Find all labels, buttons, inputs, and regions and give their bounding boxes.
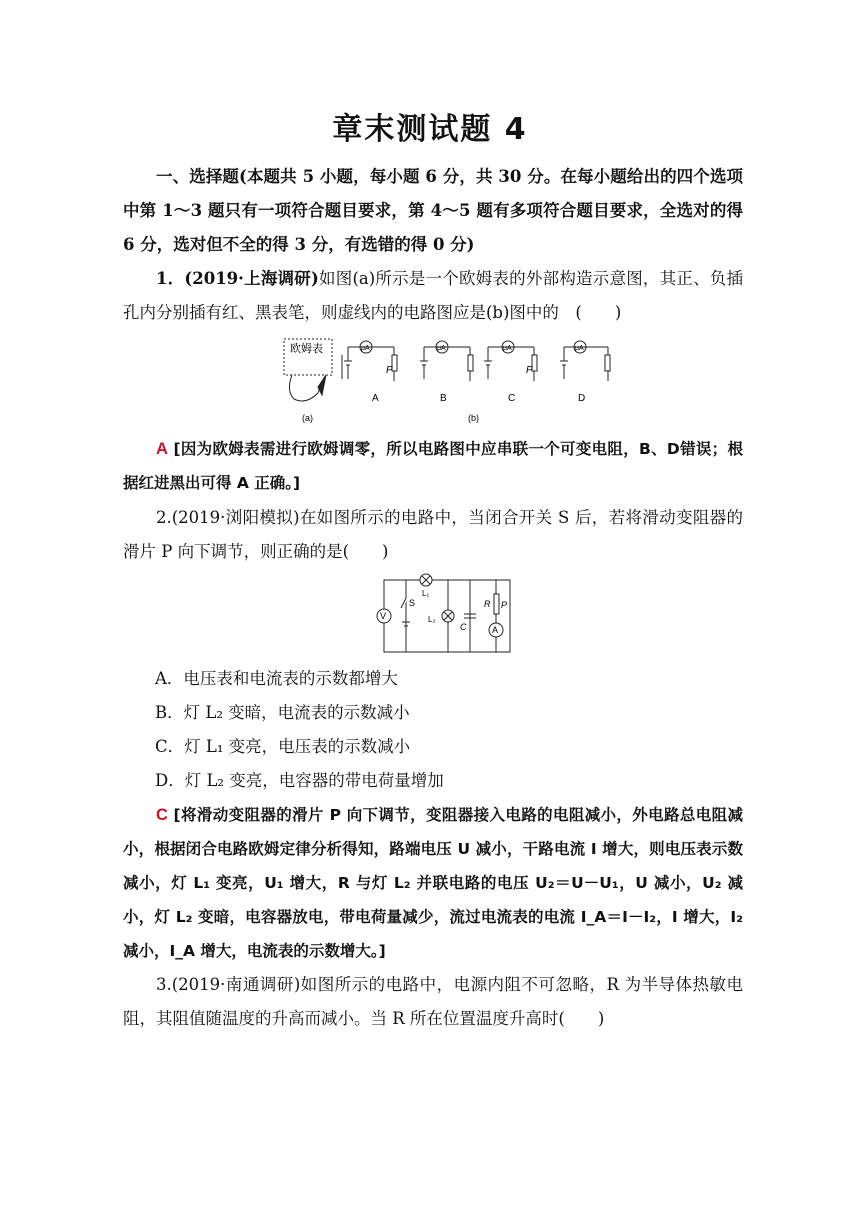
- question-text: 如图(a)所示是一个欧姆表的外部构造示意图，其正、负插孔内分别插有红、黑表笔，则虚线内的电路图应是(b)图中的 ( ): [123, 269, 744, 322]
- ammeter-label: A: [492, 625, 499, 635]
- meter-label-b: μA: [437, 345, 446, 352]
- question-number: 1．: [156, 269, 185, 288]
- question-3: 3.(2019·南通调研)如图所示的电路中，电源内阻不可忽略，R 为半导体热敏电阻，其阻值随温度的升高而减小。当 R 所在位置温度升高时( ): [123, 975, 743, 1028]
- option-c: C．灯 L₁ 变亮，电压表的示数减小: [155, 737, 411, 756]
- switch-label: S: [409, 598, 416, 608]
- slider-label: P: [501, 600, 508, 610]
- slider-label-a: P: [386, 365, 393, 376]
- probe-tip: [318, 375, 326, 395]
- answer-1: [123, 432, 743, 500]
- option-label-c: C: [508, 393, 516, 404]
- test-leads: [289, 375, 322, 401]
- lamp2-label: L₂: [428, 615, 436, 624]
- q1-figure: [282, 335, 622, 427]
- answer-explanation: [将滑动变阻器的滑片 P 向下调节，变阻器接入电路的电阻减小，外电路总电阻减小，根据闭合电路欧姆定律分析得知，路端电压 U 减小，干路电流 I 增大，则电压表示数减小，灯 L₁ 变亮，U₁ 增大，R 与灯 L₂ 并联电路的电压 U₂＝U－U₁，U 减小，U₂ 减小，灯 L₂ 变暗，电容器放电，带电荷量减少，流过电流表的电流 I_A＝I－I₂，I 增大，I₂ 减小，I_A 增大，电流表的示数增大。]: [123, 806, 743, 960]
- option-a: A．电压表和电流表的示数都增大: [155, 669, 398, 688]
- page-title: 章末测试题 4: [332, 112, 528, 147]
- slider-label-c: P: [526, 365, 533, 376]
- question-1: [123, 262, 743, 330]
- resistor-label: R: [484, 599, 491, 609]
- capacitor-label: C: [460, 622, 467, 632]
- option-label-b: B: [440, 393, 447, 404]
- question-source: (2019·上海调研): [184, 269, 319, 288]
- option-d: D．灯 L₂ 变亮，电容器的带电荷量增加: [155, 771, 444, 790]
- option-b: B．灯 L₂ 变暗，电流表的示数减小: [155, 703, 410, 722]
- caption-b: (b): [468, 413, 479, 423]
- question-2: 2.(2019·浏阳模拟)在如图所示的电路中，当闭合开关 S 后，若将滑动变阻器的滑片 P 向下调节，则正确的是( ): [123, 508, 743, 561]
- option-label-d: D: [578, 393, 586, 404]
- resistor-icon: [494, 594, 499, 614]
- section-header: 一、选择题(本题共 5 小题，每小题 6 分，共 30 分。在每小题给出的四个选项中第 1～3 题只有一项符合题目要求，第 4～5 题有多项符合题目要求，全选对的得 6 分，选对但不全的得 3 分，有选错的得 0 分): [123, 167, 743, 254]
- option-label-a: A: [372, 393, 379, 404]
- answer-letter: A: [156, 440, 168, 458]
- meter-label-c: μA: [503, 345, 512, 352]
- lamp1-label: L₁: [422, 589, 430, 598]
- answer-explanation: [因为欧姆表需进行欧姆调零，所以电路图中应串联一个可变电阻，B、D错误；根据红进黑出可得 A 正确。]: [123, 440, 743, 492]
- answer-2: [123, 798, 743, 968]
- q2-figure: [370, 572, 520, 658]
- ohmmeter-label: 欧姆表: [290, 343, 323, 355]
- answer-letter: C: [156, 806, 168, 824]
- meter-label-d: μA: [575, 345, 584, 352]
- meter-label-a: μA: [361, 345, 370, 352]
- caption-a: (a): [302, 413, 313, 423]
- voltmeter-label: V: [380, 611, 387, 621]
